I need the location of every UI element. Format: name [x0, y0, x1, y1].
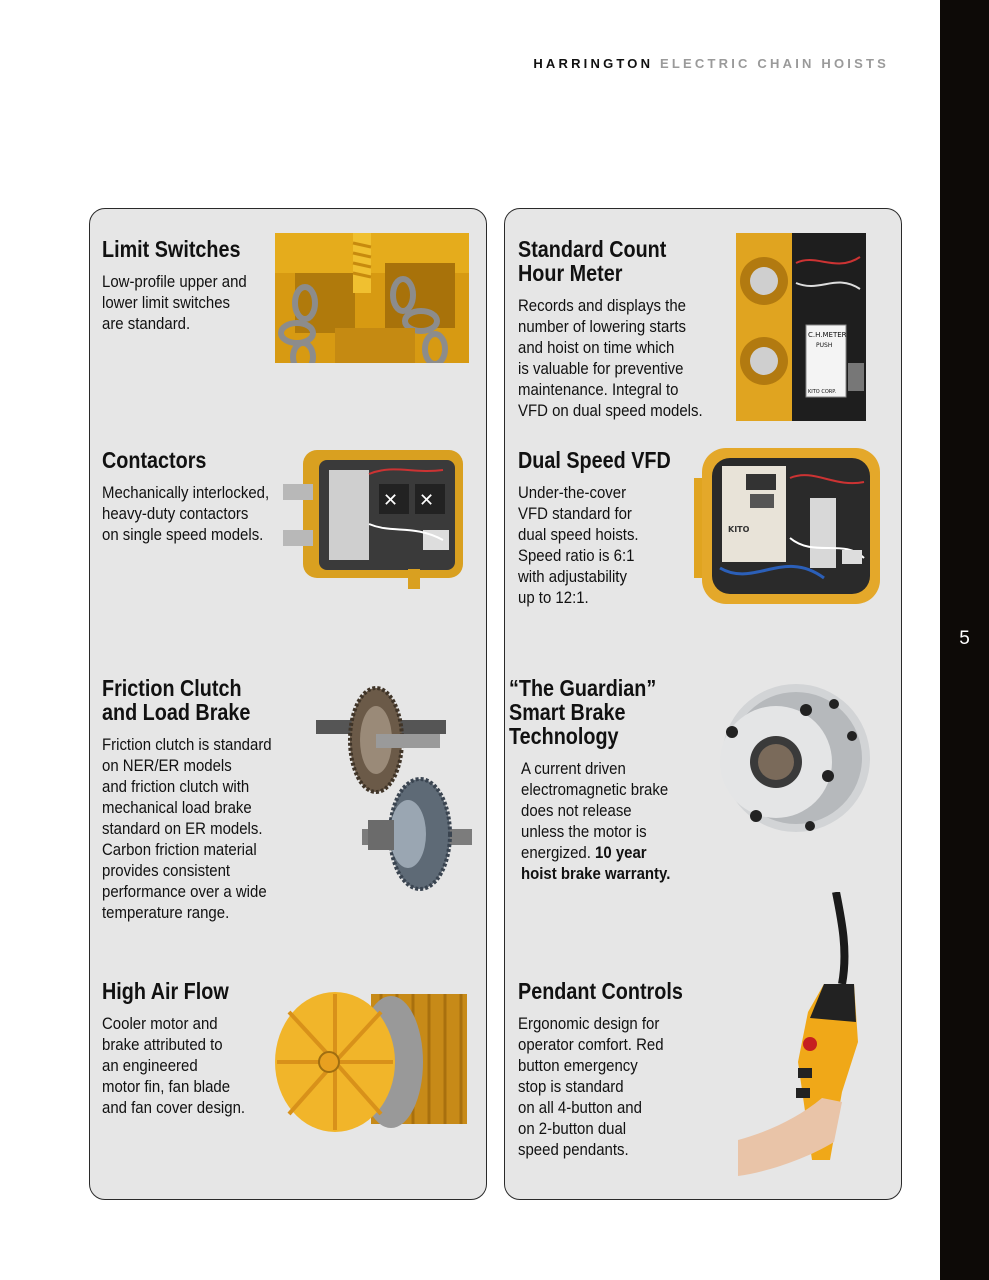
warranty-text: 10 year hoist brake warranty.	[521, 843, 671, 883]
feature-title: Limit Switches	[102, 236, 241, 262]
svg-text:✕: ✕	[419, 490, 435, 511]
feature-pendant-controls	[518, 979, 710, 1160]
feature-title: Friction Clutch and Load Brake	[102, 675, 251, 725]
feature-title: “The Guardian” Smart Brake Technology	[509, 675, 657, 749]
feature-high-air-flow	[102, 979, 265, 1118]
vfd-brand: KITO	[728, 525, 750, 534]
meter-label: C.H.METER	[808, 331, 847, 339]
feature-body	[521, 758, 670, 884]
count-hour-meter-photo	[736, 233, 866, 421]
guardian-smart-brake-photo	[712, 680, 872, 840]
header-product: ELECTRIC CHAIN HOISTS	[660, 56, 889, 71]
feature-body: Cooler motor and brake attributed to an engineered motor fin, fan blade and fan cover design.	[102, 1014, 246, 1117]
feature-friction-clutch	[102, 676, 295, 923]
page-header	[400, 56, 889, 71]
feature-body: Records and displays the number of lowering starts and hoist on time which is valuable for preventive maintenance. Integral to VFD on dual speed models.	[518, 296, 703, 420]
meter-sub: PUSH	[816, 342, 833, 349]
feature-title: High Air Flow	[102, 978, 229, 1004]
feature-body: Under-the-cover VFD standard for dual speed hoists. Speed ratio is 6:1 with adjustability up to 12:1.	[518, 483, 639, 607]
meter-brand: KITO CORP.	[808, 389, 837, 395]
feature-body: Friction clutch is standard on NER/ER models and friction clutch with mechanical load brake standard on ER models. Carbon friction material provides consistent performance over a wide temperature range.	[102, 735, 272, 922]
friction-clutch-photo	[312, 684, 476, 894]
feature-body: Mechanically interlocked, heavy-duty contactors on single speed models.	[102, 483, 270, 544]
contactors-photo	[283, 444, 469, 589]
feature-body: Low-profile upper and lower limit switches are standard.	[102, 272, 247, 333]
pendant-control-photo	[738, 892, 864, 1176]
feature-body-text: A current driven electromagnetic brake does not release unless the motor is energized.	[521, 759, 669, 862]
feature-title: Standard Count Hour Meter	[518, 236, 667, 286]
feature-title: Pendant Controls	[518, 978, 683, 1004]
feature-body: Ergonomic design for operator comfort. Red button emergency stop is standard on all 4-button and on 2-button dual speed pendants.	[518, 1014, 664, 1159]
page-number: 5	[959, 628, 970, 649]
feature-contactors	[102, 448, 292, 545]
limit-switch-photo	[275, 233, 469, 363]
feature-guardian-brake	[509, 676, 691, 884]
high-air-flow-fan-photo	[271, 988, 467, 1142]
feature-count-hour-meter	[518, 237, 728, 421]
header-brand: HARRINGTON	[533, 56, 654, 71]
feature-limit-switches	[102, 237, 266, 334]
dual-speed-vfd-photo	[694, 448, 880, 604]
feature-title: Dual Speed VFD	[518, 447, 671, 473]
svg-text:✕: ✕	[383, 490, 399, 511]
feature-dual-speed-vfd	[518, 448, 696, 608]
feature-title: Contactors	[102, 447, 207, 473]
